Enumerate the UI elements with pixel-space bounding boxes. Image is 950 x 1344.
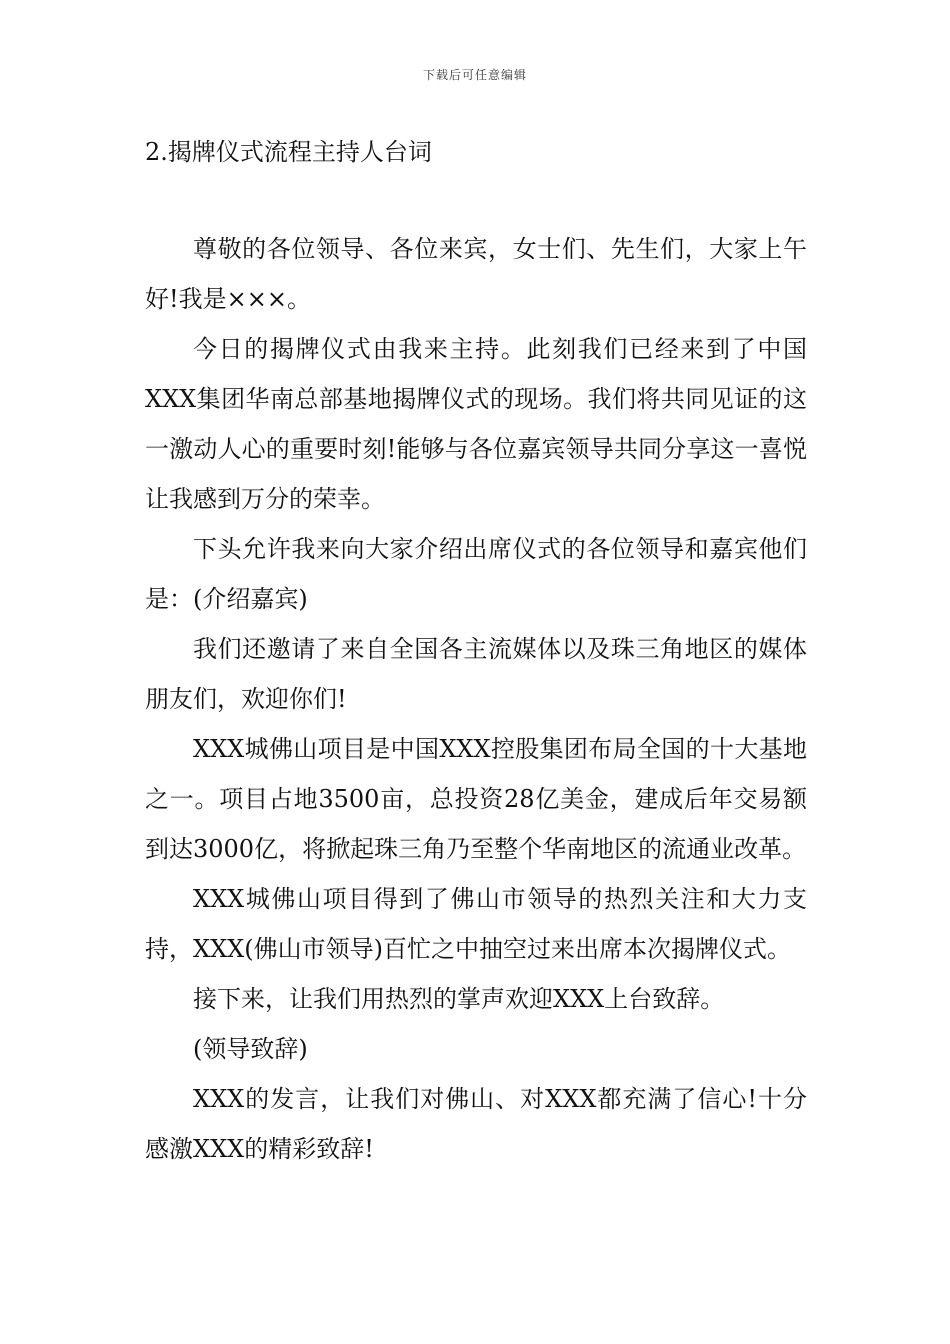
page-header-note: 下载后可任意编辑: [422, 68, 527, 82]
paragraph: 今日的揭牌仪式由我来主持。此刻我们已经来到了中国XXX集团华南总部基地揭牌仪式的现场。我们将共同见证的这一激动人心的重要时刻!能够与各位嘉宾领导共同分享这一喜悦让我感到万分的荣幸。: [145, 335, 807, 513]
paragraph: 接下来，让我们用热烈的掌声欢迎XXX上台致辞。: [193, 985, 725, 1013]
paragraph: 尊敬的各位领导、各位来宾，女士们、先生们，大家上午好!我是×××。: [145, 235, 807, 313]
paragraph: XXX城佛山项目得到了佛山市领导的热烈关注和大力支持，XXX(佛山市领导)百忙之中抽空过来出席本次揭牌仪式。: [145, 885, 807, 963]
document-body: [145, 224, 807, 1174]
paragraph: (领导致辞): [193, 1035, 308, 1063]
paragraph: XXX的发言，让我们对佛山、对XXX都充满了信心!十分感激XXX的精彩致辞!: [145, 1085, 807, 1163]
paragraph: 我们还邀请了来自全国各主流媒体以及珠三角地区的媒体朋友们，欢迎你们!: [145, 635, 807, 713]
document-title: 2.揭牌仪式流程主持人台词: [145, 138, 432, 166]
paragraph: 下头允许我来向大家介绍出席仪式的各位领导和嘉宾他们是：(介绍嘉宾): [145, 535, 807, 613]
paragraph: XXX城佛山项目是中国XXX控股集团布局全国的十大基地之一。项目占地3500亩，总投资28亿美金，建成后年交易额到达3000亿，将掀起珠三角乃至整个华南地区的流通业改革。: [145, 735, 807, 863]
